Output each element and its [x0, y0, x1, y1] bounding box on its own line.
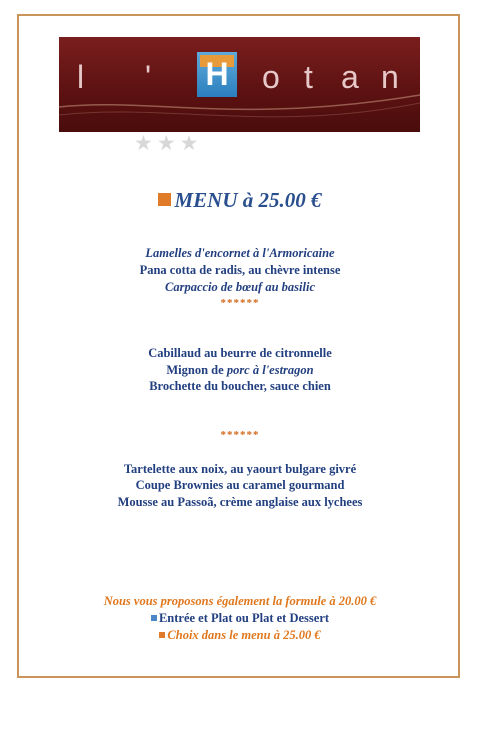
main-item-text: Mignon de	[166, 363, 227, 377]
logo-letter: H	[205, 56, 229, 92]
dessert-item: Tartelette aux noix, au yaourt bulgare givré	[123, 462, 357, 476]
course-separator: ******	[220, 429, 260, 441]
dessert-item: Coupe Brownies au caramel gourmand	[135, 478, 345, 492]
hotel-logo	[59, 37, 420, 155]
logo-letter: t	[304, 59, 313, 95]
logo-letter: '	[145, 59, 152, 95]
menu-title	[0, 188, 480, 213]
main-item	[0, 363, 480, 378]
formula-option	[0, 611, 480, 626]
starter-item: Pana cotta de radis, au chèvre intense	[139, 263, 341, 277]
dessert-item: Mousse au Passoã, crème anglaise aux lychees	[117, 495, 363, 509]
course-separator: ******	[220, 297, 260, 309]
blue-square-icon	[151, 615, 157, 621]
formula-intro: Nous vous proposons également la formule à 20.00 €	[103, 594, 377, 608]
main-item: Cabillaud au beurre de citronnelle	[148, 346, 332, 360]
logo-letter: a	[341, 59, 359, 95]
hotel-logo-banner	[59, 37, 420, 155]
orange-square-icon	[159, 632, 165, 638]
menu-title-text: MENU à 25.00 €	[174, 188, 322, 212]
orange-square-icon	[158, 193, 171, 206]
formula-option	[0, 628, 480, 643]
main-item: Brochette du boucher, sauce chien	[149, 379, 331, 393]
starter-item: Carpaccio de bœuf au basilic	[165, 280, 315, 294]
logo-letter: l	[77, 59, 85, 95]
logo-letter: o	[262, 59, 280, 95]
starter-item: Lamelles d'encornet à l'Armoricaine	[145, 246, 335, 260]
main-item-italic: porc à l'estragon	[226, 363, 314, 377]
rating-stars-icon: ★★★	[134, 131, 203, 155]
formula-option-text: Choix dans le menu à 25.00 €	[167, 628, 321, 642]
logo-h-tile	[197, 52, 237, 97]
formula-option-text: Entrée et Plat ou Plat et Dessert	[158, 611, 330, 625]
logo-letter: n	[381, 59, 399, 95]
